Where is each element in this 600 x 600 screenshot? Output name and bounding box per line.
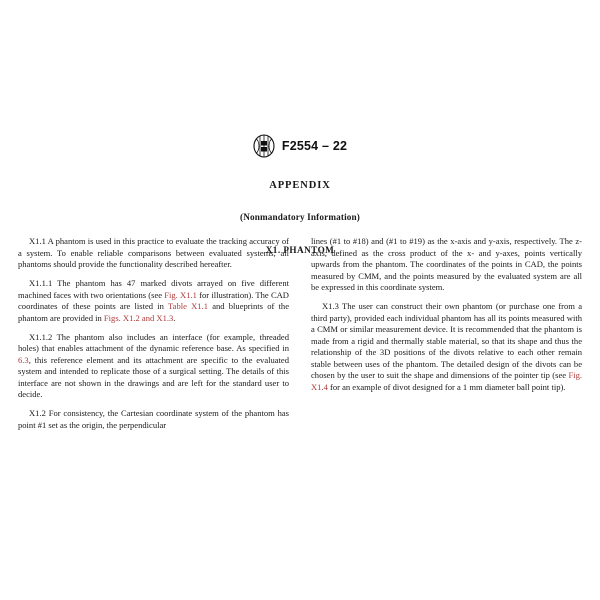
cross-reference-link[interactable]: 6.3 — [18, 354, 29, 365]
paragraph-x1-2 — [18, 408, 289, 431]
paragraph-text: . — [173, 312, 176, 323]
paragraph-x1-1 — [18, 236, 289, 271]
cross-reference-link[interactable]: Table X1.1 — [168, 301, 208, 312]
right-column — [311, 236, 582, 431]
cross-reference-link[interactable]: Fig. X1.4 — [311, 370, 582, 392]
paragraph-text: X1.1.1 The phantom has 47 marked divots arrayed on five different machined faces with two orientations (see — [18, 278, 289, 300]
standard-designation: F2554 – 22 — [281, 139, 348, 153]
nonmandatory-information-heading: (Nonmandatory Information) — [239, 212, 361, 222]
paragraph-text: X1.1 A phantom is used in this practice to evaluate the tracking accuracy of a system. To enable reliable comparisons between evaluated systems, all phantoms should provide the functionality described hereafter. — [18, 236, 289, 270]
paragraph-x1-1-1 — [18, 278, 289, 324]
paragraph-text: and blueprints of the phantom are provided in — [18, 301, 289, 323]
paragraph-text: for illustration). The CAD coordinates of these points are listed in — [18, 289, 289, 312]
paragraph-text: X1.1.2 The phantom also includes an interface (for example, threaded holes) that enables attachment of the dynamic reference base. As specified in — [18, 331, 289, 354]
cross-reference-link[interactable]: Fig. X1.1 — [164, 289, 197, 300]
paragraph-text: X1.2 For consistency, the Cartesian coordinate system of the phantom has point #1 set as the origin, the perpendicular — [18, 408, 289, 430]
astm-logo-icon — [253, 134, 275, 158]
running-head — [0, 0, 600, 158]
cross-reference-link[interactable]: Figs. X1.2 and X1.3 — [103, 312, 174, 323]
paragraph-text: lines (#1 to #18) and (#1 to #19) as the x-axis and y-axis, respectively. The z-axis, defined as the cross product of the x- and y-axes, points vertically upwards from the phantom. The coordinates of the points in CAD, the points measured by CMM, and the points measured by the evaluated system are all be expressed in this coordinate system. — [311, 236, 582, 293]
section-heading-phantom: X1. PHANTOM — [265, 245, 335, 255]
paragraph-x1-3 — [311, 301, 582, 393]
paragraph-text: X1.3 The user can construct their own phantom (or purchase one from a third party), provided each individual phantom has all its points measured with a CMM or similar measurement device. It is recommended that the phantom is made from a rigid and thermally stable material, so that its shape and thus the relationship of the 3D positions of the divots relative to each other remain stable between uses of the phantom. The detailed design of the divots can be chosen by the user to suit the shape and dimensions of the pointer tip (see — [311, 301, 582, 381]
paragraph-x1-1-2 — [18, 332, 289, 401]
left-column — [18, 236, 289, 431]
paragraph-text: for an example of divot designed for a 1 mm diameter ball point tip). — [327, 381, 566, 392]
paragraph-x1-2-cont — [311, 236, 582, 294]
appendix-heading: APPENDIX — [269, 180, 331, 191]
paragraph-text: , this reference element and its attachment are specific to the evaluated system and intended to replicate those of a surgical setting. The details of this interface are not shown in the drawings and are left for the standard user to decide. — [18, 354, 289, 400]
body-columns — [18, 236, 582, 431]
